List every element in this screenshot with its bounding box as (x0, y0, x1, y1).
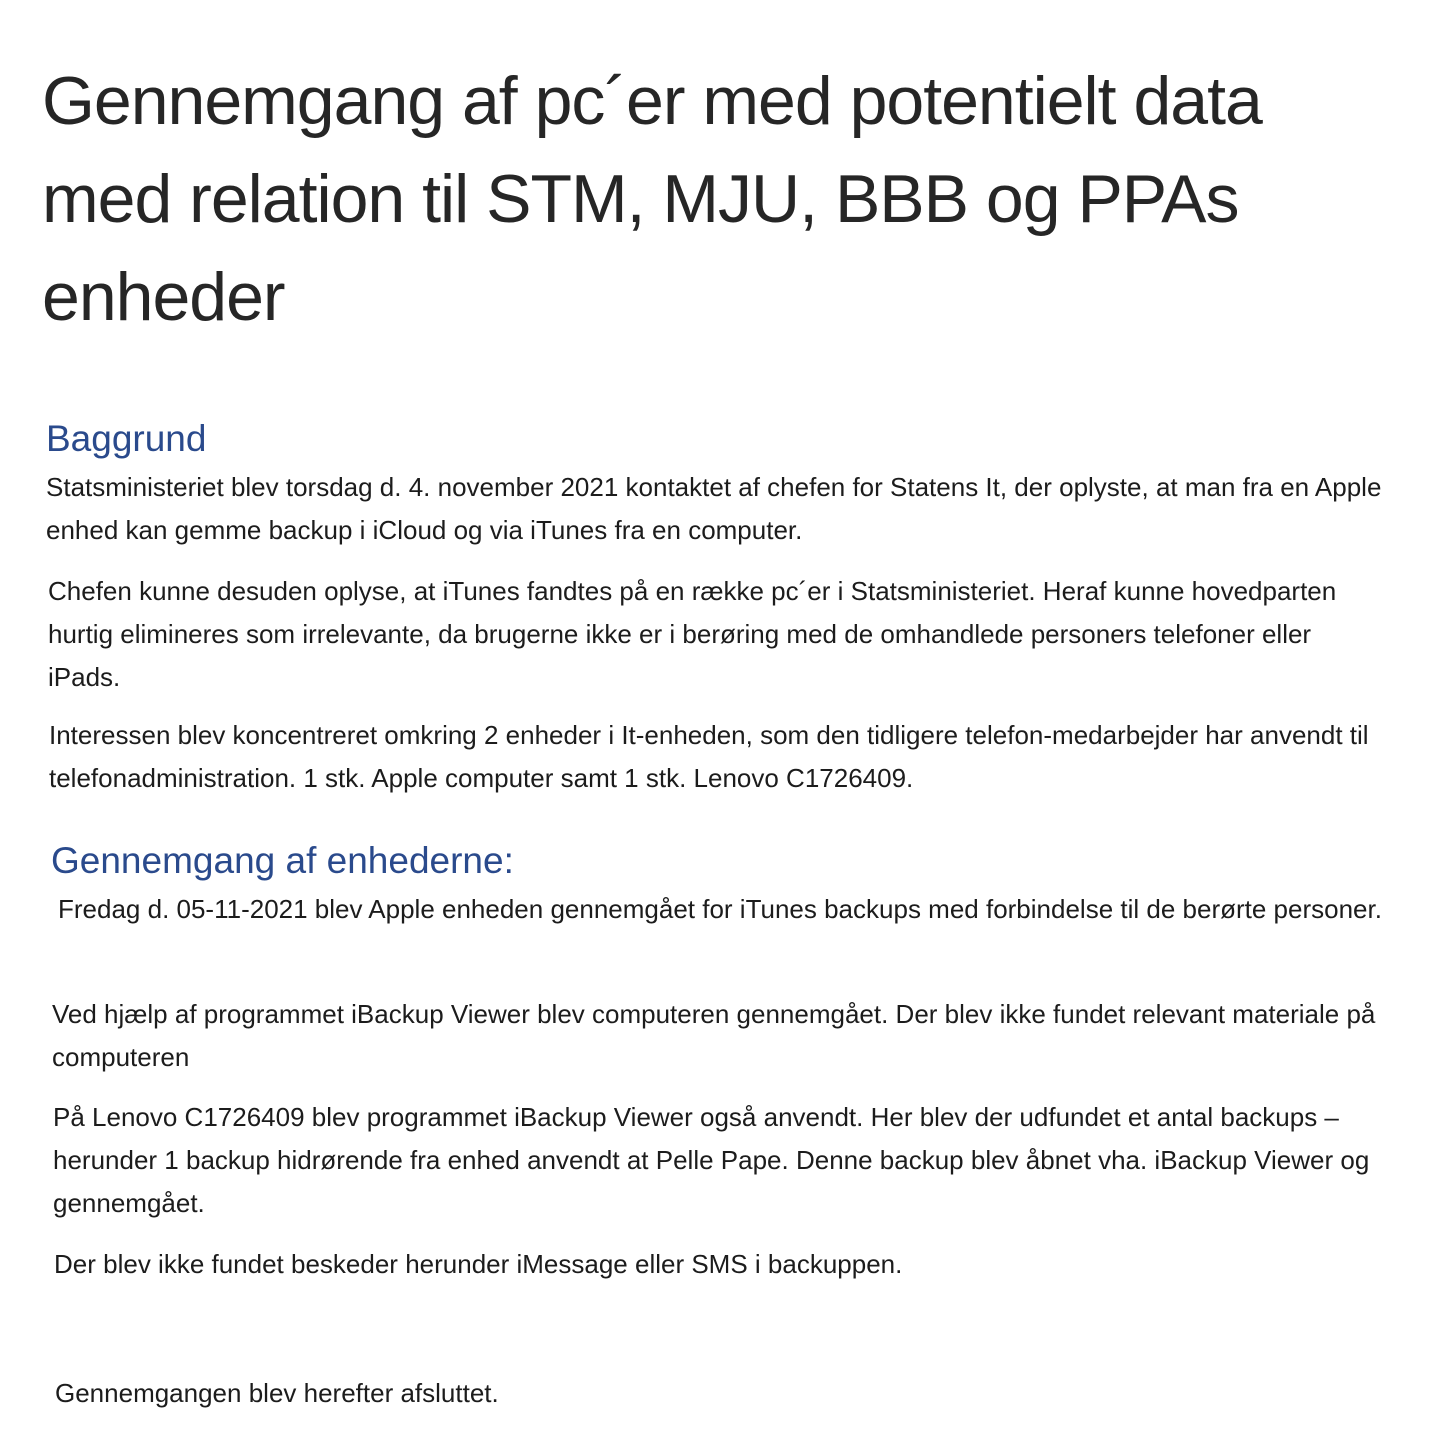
section-heading-gennemgang: Gennemgang af enhederne: (51, 840, 514, 881)
paragraph: Fredag d. 05-11-2021 blev Apple enheden gennemgået for iTunes backups med forbindelse til de berørte personer. (58, 894, 1382, 924)
paragraph: Chefen kunne desuden oplyse, at iTunes fandtes på en række pc´er i Statsministeriet. Heraf kunne hovedparten hurtig elimineres som irrelevante, da brugerne ikke er i berøring med de omhandlede personers telefoner eller iPads. (48, 576, 1337, 692)
paragraph: På Lenovo C1726409 blev programmet iBackup Viewer også anvendt. Her blev der udfundet et antal backups – herunder 1 backup hidrørende fra enhed anvendt at Pelle Pape. Denne backup blev åbnet vha. iBackup Viewer og gennemgået. (53, 1102, 1370, 1218)
paragraph: Der blev ikke fundet beskeder herunder iMessage eller SMS i backuppen. (54, 1249, 903, 1279)
paragraph: Ved hjælp af programmet iBackup Viewer blev computeren gennemgået. Der blev ikke fundet relevant materiale på computeren (52, 999, 1376, 1072)
paragraph: Interessen blev koncentreret omkring 2 enheder i It-enheden, som den tidligere telefon-medarbejder har anvendt til telefonadministration. 1 stk. Apple computer samt 1 stk. Lenovo C1726409. (49, 720, 1369, 793)
paragraph: Gennemgangen blev herefter afsluttet. (55, 1378, 499, 1408)
document-title: Gennemgang af pc´er med potentielt data med relation til STM, MJU, BBB og PPAs enheder (42, 63, 1262, 335)
paragraph: Statsministeriet blev torsdag d. 4. november 2021 kontaktet af chefen for Statens It, der oplyste, at man fra en Apple enhed kan gemme backup i iCloud og via iTunes fra en computer. (46, 472, 1382, 545)
section-heading-baggrund: Baggrund (46, 418, 207, 459)
